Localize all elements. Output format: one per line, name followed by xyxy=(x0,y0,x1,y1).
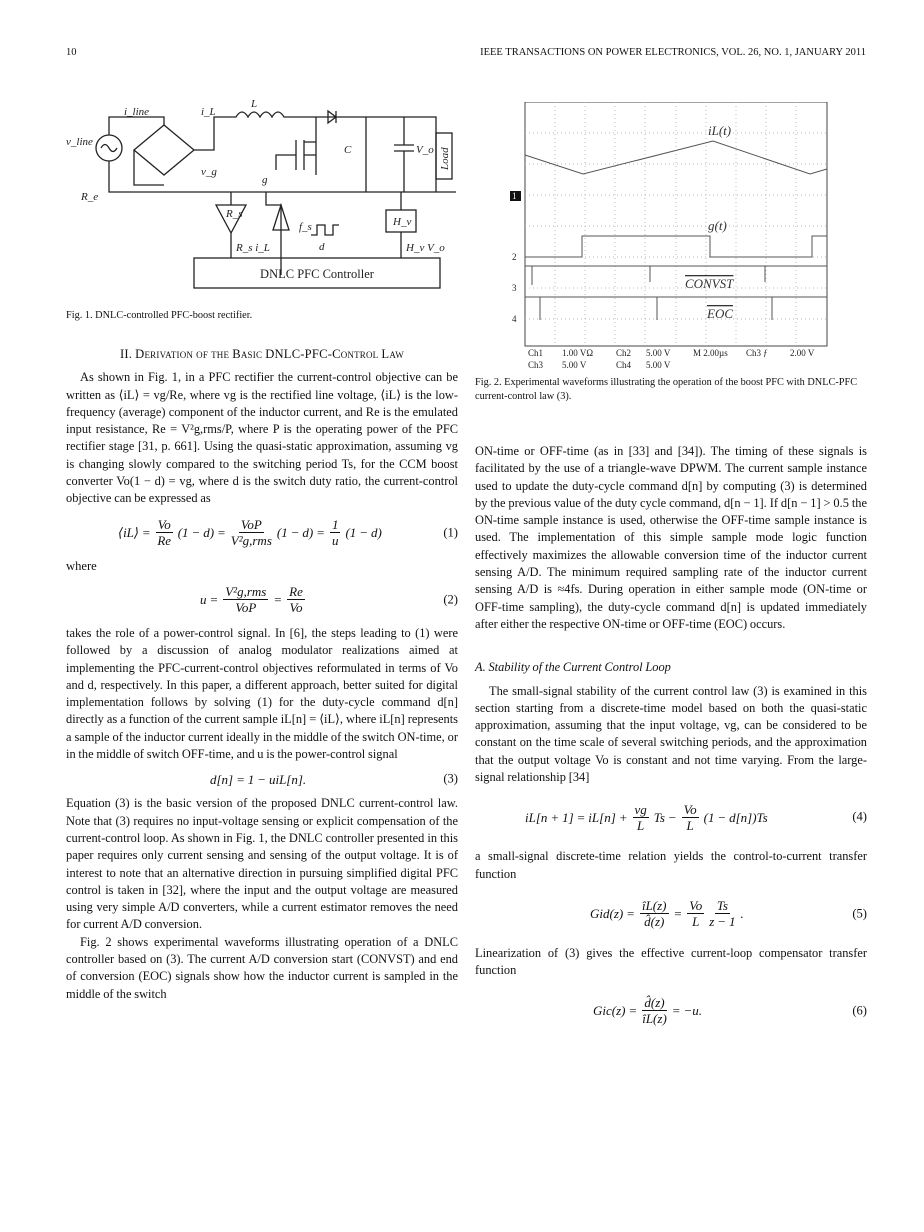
label-iline: i_line xyxy=(124,106,150,118)
equation-1-block xyxy=(66,516,458,550)
equation-5-number: (5) xyxy=(852,906,867,921)
controller-label: DNLC PFC Controller xyxy=(260,267,374,281)
label-RsiL: R_s i_L xyxy=(236,242,270,254)
equation-2-block xyxy=(66,583,458,617)
left-column xyxy=(66,346,458,1003)
label-HvVo: H_v V_o xyxy=(406,242,445,254)
label-g: g xyxy=(262,174,268,186)
equation-1-number: (1) xyxy=(443,525,458,540)
page-number: 10 xyxy=(66,47,77,58)
equation-2-number: (2) xyxy=(443,592,458,607)
equation-2: u = $\frac{\text{V²g,rms}}{\text{VoP}}$ = $\frac{Re}{Vo}$ xyxy=(200,584,303,616)
equation-6-number: (6) xyxy=(852,1002,867,1017)
paragraph: As shown in Fig. 1, in a PFC rectifier the current-control objective can be written as ⟨iL⟩ = vg/Re, where vg is the rectified line voltage, ⟨iL⟩ is the low-frequency (average) component of the inductor current, and Re is the emulated input resistance, Re = V²g,rms/P, where P is the operating power of the PFC rectifier stage [31, p. 661]. Using the quasi-static approximation, assuming vg is changing slowly compared to the switching period Ts, for the CCM boost converter Vo(1 − d) = vg, where d is the switch duty ratio, the current-control objective can be expressed as xyxy=(66,370,458,506)
paragraph: Equation (3) is the basic version of the proposed DNLC current-control law. Note that (3) requires no input-voltage sensing or explicit compensation of the current-control loop. As shown in Fig. 1, the DNLC controller presented in this paper requires only current sensing and sensing of the output voltage. It is of interest to note that an alternative direction in pursuing simplified digital PFC control is taken in [32], where the input and the output voltage are measured using very simple A/D converters, while a current estimator removes the need for current A/D conversion. xyxy=(66,796,458,932)
paragraph: Fig. 2 shows experimental waveforms illustrating operation of a DNLC controller based on (3). The current A/D conversion start (CONVST) and end of conversion (EOC) signals show how the inductor current is sampled in the middle of the switch xyxy=(66,934,458,1001)
readout-ch4: Ch4 xyxy=(616,360,632,370)
ch-marker-1: 1 xyxy=(512,191,517,201)
equation-1: ⟨iL⟩ = $\frac{Vo}{Re}$ (1 − d) = $\frac{\text{VoP}}{\text{V²g,rms}}$ (1 − d) = $\frac{1}{u}$ (1 − d) xyxy=(118,517,382,549)
ch-marker-2: 2 xyxy=(512,252,517,262)
label-vg: v_g xyxy=(201,166,217,178)
label-load: Load xyxy=(439,147,451,170)
label-vline: v_line xyxy=(66,136,93,148)
figure-1-circuit xyxy=(66,95,456,295)
equation-5: Gid(z) = $\frac{îL(z)}{d̂(z)}$ = $\frac{Vo}{L}$ $\frac{Ts}{z - 1}$ . xyxy=(590,898,744,930)
equation-3-number: (3) xyxy=(443,771,458,786)
paragraph: ON-time or OFF-time (as in [33] and [34]). The timing of these signals is facilitated by the use of a triangle-wave DPWM. The current sample instance used to update the duty-cycle command d[n] by computing (3) is determined by the previous value of the duty cycle command, d[n − 1]. If d[n − 1] > 0.5 the ON-time sample instance is used, otherwise the OFF-time sample instance is used. The implementation of this simple sample mode logic function effectively maximizes the allowable conversion time of the inductor current sensing A/D. The minimum required sampling rate of the inductor current sensing A/D is ≈4fs. During operation in either sample mode (ON-time or OFF-time sampling), the duty-cycle command d[n] is updated immediately after either the respective ON-time or OFF-time (EOC) occurs. xyxy=(475,444,867,631)
paragraph: The small-signal stability of the current control law (3) is examined in this section starting from a discrete-time model based on both the quasi-static approximation, assuming that the input voltage, vg, can be considered to be constant on the time scale of several switching periods, and the approximation that the output voltage Vo is constant and not time varying. From the large-signal relationship [34] xyxy=(475,683,867,785)
equation-4-number: (4) xyxy=(852,809,867,824)
section-heading: II. Derivation of the Basic DNLC-PFC-Control Law xyxy=(120,347,404,361)
equation-6: Gic(z) = $\frac{d̂(z)}{îL(z)}$ = −u. xyxy=(593,995,703,1027)
label-fs: f_s xyxy=(299,221,312,233)
bridge-rectifier xyxy=(134,125,194,185)
ch-marker-4: 4 xyxy=(512,314,517,324)
label-C: C xyxy=(344,144,352,156)
label-Re: R_e xyxy=(81,191,99,203)
trace-label-convst: CONVST xyxy=(685,276,734,291)
equation-6-block xyxy=(475,994,867,1028)
running-header: IEEE TRANSACTIONS ON POWER ELECTRONICS, VOL. 26, NO. 1, JANUARY 2011 xyxy=(480,47,866,58)
readout-ch1: Ch1 xyxy=(528,348,544,358)
readout-ch2-scale: 5.00 V xyxy=(646,348,671,358)
equation-3-block xyxy=(66,769,458,789)
label-L: L xyxy=(251,98,258,110)
readout-ch4-scale: 5.00 V xyxy=(646,360,671,370)
readout-ch3: Ch3 xyxy=(528,360,544,370)
label-Hv: H_v xyxy=(393,216,412,228)
trace-label-eoc: EOC xyxy=(707,306,733,321)
equation-3: d[n] = 1 − uiL[n]. xyxy=(210,771,307,787)
label-d: d xyxy=(319,241,325,253)
equation-4: iL[n + 1] = iL[n] + $\frac{vg}{L}$ Ts − $\frac{Vo}{L}$ (1 − d[n])Ts xyxy=(525,801,768,833)
readout-timebase: M 2.00µs xyxy=(693,348,728,358)
where-text: where xyxy=(66,558,97,573)
label-Rs: R_s xyxy=(226,208,243,220)
equation-4-block xyxy=(475,800,867,834)
figure-1-caption: Fig. 1. DNLC-controlled PFC-boost rectifier. xyxy=(66,310,253,321)
readout-ch2: Ch2 xyxy=(616,348,632,358)
right-column xyxy=(475,443,867,1042)
ch-marker-3: 3 xyxy=(512,283,517,293)
paragraph: Linearization of (3) gives the effective current-loop compensator transfer function xyxy=(475,945,867,978)
label-Vo: V_o xyxy=(416,144,434,156)
figure-2-caption: Fig. 2. Experimental waveforms illustrating the operation of the boost PFC with DNLC-PFC current-control law (3). xyxy=(475,377,858,402)
trace-label-g: g(t) xyxy=(708,218,727,233)
trace-label-iL: iL(t) xyxy=(708,123,732,138)
equation-5-block xyxy=(475,897,867,931)
paragraph: takes the role of a power-control signal. In [6], the steps leading to (1) were followed by a discussion of analog modulator realizations aimed at implementing the PFC-current-control objectives reformulated in terms of Vo and d, respectively. In this paper, a different approach, better suited for digital implementation follows by solving (1) for the duty-cycle command d[n] directly as a function of the current sample iL[n] = ⟨iL⟩, where iL[n] represents a sample of the inductor current ideally in the middle of the switch ON-time, or in the middle of switch OFF-time, and u is the power-control signal xyxy=(66,625,458,762)
subsection-heading: A. Stability of the Current Control Loop xyxy=(475,660,671,675)
figure-2-oscilloscope xyxy=(510,102,830,372)
readout-ch1-scale: 1.00 VΩ xyxy=(562,348,594,358)
readout-trigger: Ch3 ƒ xyxy=(746,348,768,358)
label-iL: i_L xyxy=(201,106,216,118)
readout-trigger-level: 2.00 V xyxy=(790,348,815,358)
readout-ch3-scale: 5.00 V xyxy=(562,360,587,370)
paragraph: a small-signal discrete-time relation yields the control-to-current transfer function xyxy=(475,849,867,881)
